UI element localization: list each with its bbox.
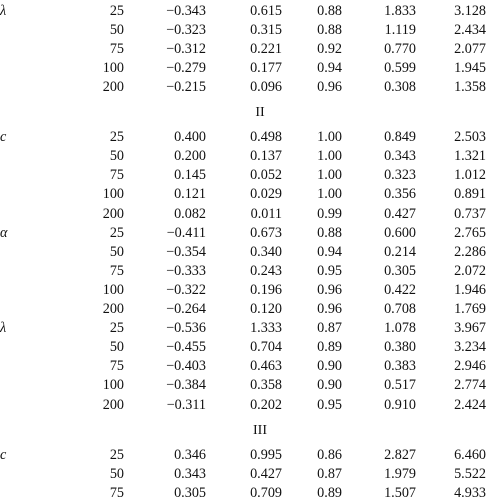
width-1-cell: 0.770 — [384, 40, 416, 57]
width-2-cell: 1.946 — [454, 281, 486, 298]
table-row — [0, 147, 486, 166]
width-1-cell: 0.214 — [384, 243, 416, 260]
table-row — [0, 396, 486, 415]
mse-cell: 0.358 — [250, 377, 282, 394]
width-1-cell: 2.827 — [384, 446, 416, 463]
width-2-cell: 1.945 — [454, 59, 486, 76]
table-row — [0, 21, 486, 40]
mse-cell: 0.221 — [250, 40, 282, 57]
table-row — [0, 185, 486, 204]
coverage-cell: 0.94 — [317, 243, 342, 260]
sample-size-cell: 50 — [109, 21, 124, 38]
bias-cell: −0.215 — [166, 78, 206, 95]
bias-cell: 0.346 — [174, 446, 206, 463]
sample-size-cell: 200 — [102, 78, 124, 95]
bias-cell: 0.145 — [174, 167, 206, 184]
bias-cell: −0.536 — [166, 320, 206, 337]
width-2-cell: 2.774 — [454, 377, 486, 394]
mse-cell: 0.340 — [250, 243, 282, 260]
sample-size-cell: 75 — [109, 262, 124, 279]
section-heading — [0, 421, 474, 440]
coverage-cell: 0.96 — [317, 281, 342, 298]
mse-cell: 1.333 — [250, 320, 282, 337]
coverage-cell: 0.96 — [317, 78, 342, 95]
sample-size-cell: 75 — [109, 484, 124, 501]
table-row — [0, 484, 486, 503]
width-2-cell: 6.460 — [454, 446, 486, 463]
parameter-label: c — [0, 129, 7, 146]
sample-size-cell: 25 — [109, 2, 124, 19]
table-row — [0, 224, 486, 243]
width-1-cell: 0.383 — [384, 358, 416, 375]
width-1-cell: 1.119 — [384, 21, 416, 38]
width-1-cell: 1.078 — [384, 320, 416, 337]
mse-cell: 0.029 — [250, 186, 282, 203]
mse-cell: 0.243 — [250, 262, 282, 279]
coverage-cell: 1.00 — [317, 148, 342, 165]
coverage-cell: 1.00 — [317, 186, 342, 203]
coverage-cell: 0.94 — [317, 59, 342, 76]
sample-size-cell: 100 — [102, 59, 124, 76]
coverage-cell: 0.89 — [317, 339, 342, 356]
parameter-label: λ — [0, 2, 7, 19]
width-2-cell: 4.933 — [454, 484, 486, 501]
sample-size-cell: 25 — [109, 224, 124, 241]
width-1-cell: 0.910 — [384, 396, 416, 413]
width-2-cell: 1.321 — [454, 148, 486, 165]
width-1-cell: 1.979 — [384, 465, 416, 482]
bias-cell: −0.312 — [166, 40, 206, 57]
mse-cell: 0.498 — [250, 129, 282, 146]
width-1-cell: 0.427 — [384, 205, 416, 222]
table-row — [0, 128, 486, 147]
width-1-cell: 1.507 — [384, 484, 416, 501]
width-1-cell: 0.517 — [384, 377, 416, 394]
width-1-cell: 0.356 — [384, 186, 416, 203]
table-row — [0, 357, 486, 376]
table-row — [0, 319, 486, 338]
bias-cell: −0.384 — [166, 377, 206, 394]
width-2-cell: 0.891 — [454, 186, 486, 203]
section-label: II — [255, 105, 265, 120]
width-1-cell: 0.305 — [384, 262, 416, 279]
width-1-cell: 0.599 — [384, 59, 416, 76]
width-1-cell: 0.323 — [384, 167, 416, 184]
sample-size-cell: 200 — [102, 396, 124, 413]
mse-cell: 0.709 — [250, 484, 282, 501]
table-row — [0, 40, 486, 59]
width-1-cell: 0.343 — [384, 148, 416, 165]
bias-cell: 0.343 — [174, 465, 206, 482]
sample-size-cell: 50 — [109, 339, 124, 356]
section-heading — [0, 103, 474, 122]
width-2-cell: 3.128 — [454, 2, 486, 19]
table-row — [0, 59, 486, 78]
sample-size-cell: 25 — [109, 320, 124, 337]
width-2-cell: 2.286 — [454, 243, 486, 260]
mse-cell: 0.673 — [250, 224, 282, 241]
bias-cell: −0.333 — [166, 262, 206, 279]
mse-cell: 0.315 — [250, 21, 282, 38]
bias-cell: −0.403 — [166, 358, 206, 375]
bias-cell: 0.305 — [174, 484, 206, 501]
bias-cell: −0.279 — [166, 59, 206, 76]
mse-cell: 0.615 — [250, 2, 282, 19]
coverage-cell: 0.87 — [317, 465, 342, 482]
bias-cell: 0.400 — [174, 129, 206, 146]
coverage-cell: 0.87 — [317, 320, 342, 337]
width-1-cell: 0.422 — [384, 281, 416, 298]
parameter-label: λ — [0, 320, 7, 337]
width-1-cell: 0.600 — [384, 224, 416, 241]
table-row — [0, 78, 486, 97]
width-2-cell: 1.358 — [454, 78, 486, 95]
sample-size-cell: 100 — [102, 281, 124, 298]
sample-size-cell: 75 — [109, 40, 124, 57]
mse-cell: 0.995 — [250, 446, 282, 463]
table-row — [0, 2, 486, 21]
sample-size-cell: 50 — [109, 148, 124, 165]
bias-cell: −0.411 — [166, 224, 206, 241]
coverage-cell: 0.86 — [317, 446, 342, 463]
width-1-cell: 0.308 — [384, 78, 416, 95]
width-2-cell: 2.503 — [454, 129, 486, 146]
mse-cell: 0.096 — [250, 78, 282, 95]
mse-cell: 0.137 — [250, 148, 282, 165]
width-2-cell: 0.737 — [454, 205, 486, 222]
mse-cell: 0.463 — [250, 358, 282, 375]
mse-cell: 0.177 — [250, 59, 282, 76]
bias-cell: −0.455 — [166, 339, 206, 356]
bias-cell: −0.343 — [166, 2, 206, 19]
width-2-cell: 5.522 — [454, 465, 486, 482]
section-label: III — [253, 422, 267, 438]
mse-cell: 0.202 — [250, 396, 282, 413]
coverage-cell: 0.90 — [317, 377, 342, 394]
width-1-cell: 0.708 — [384, 301, 416, 317]
bias-cell: 0.121 — [174, 186, 206, 203]
coverage-cell: 0.90 — [317, 358, 342, 375]
table-row — [0, 446, 486, 465]
width-2-cell: 2.072 — [454, 262, 486, 279]
bias-cell: −0.322 — [166, 281, 206, 298]
sample-size-cell: 100 — [102, 186, 124, 203]
sample-size-cell: 25 — [109, 129, 124, 146]
width-1-cell: 0.380 — [384, 339, 416, 356]
mse-cell: 0.196 — [250, 281, 282, 298]
parameter-label: α — [0, 224, 8, 241]
table-row — [0, 338, 486, 357]
sample-size-cell: 50 — [109, 243, 124, 260]
sample-size-cell: 100 — [102, 377, 124, 394]
table-row — [0, 376, 486, 395]
bias-cell: 0.082 — [174, 205, 206, 222]
width-2-cell: 2.077 — [454, 40, 486, 57]
bias-cell: −0.311 — [166, 396, 206, 413]
table-row — [0, 262, 486, 281]
coverage-cell: 0.89 — [317, 484, 342, 501]
width-2-cell: 3.234 — [454, 339, 486, 356]
table-row — [0, 243, 486, 262]
sample-size-cell: 50 — [109, 465, 124, 482]
bias-cell: −0.264 — [166, 301, 206, 317]
coverage-cell: 0.95 — [317, 262, 342, 279]
coverage-cell: 1.00 — [317, 167, 342, 184]
width-2-cell: 1.769 — [454, 301, 486, 317]
width-1-cell: 1.833 — [384, 2, 416, 19]
mse-cell: 0.011 — [250, 205, 282, 222]
table-row — [0, 465, 486, 484]
table-row — [0, 205, 486, 224]
bias-cell: −0.354 — [166, 243, 206, 260]
coverage-cell: 0.88 — [317, 2, 342, 19]
mse-cell: 0.704 — [250, 339, 282, 356]
table-row — [0, 300, 486, 319]
table-row — [0, 281, 486, 300]
width-2-cell: 1.012 — [454, 167, 486, 184]
sample-size-cell: 75 — [109, 358, 124, 375]
coverage-cell: 0.88 — [317, 21, 342, 38]
sample-size-cell: 75 — [109, 167, 124, 184]
mse-cell: 0.427 — [250, 465, 282, 482]
sample-size-cell: 200 — [102, 205, 124, 222]
coverage-cell: 0.99 — [317, 205, 342, 222]
coverage-cell: 0.92 — [317, 40, 342, 57]
coverage-cell: 0.95 — [317, 396, 342, 413]
width-2-cell: 2.765 — [454, 224, 486, 241]
mse-cell: 0.052 — [250, 167, 282, 184]
parameter-label: c — [0, 446, 7, 463]
sample-size-cell: 200 — [102, 301, 124, 317]
width-2-cell: 2.946 — [454, 358, 486, 375]
width-2-cell: 2.434 — [454, 21, 486, 38]
width-1-cell: 0.849 — [384, 129, 416, 146]
bias-cell: 0.200 — [174, 148, 206, 165]
mse-cell: 0.120 — [250, 301, 282, 317]
sample-size-cell: 25 — [109, 446, 124, 463]
coverage-cell: 1.00 — [317, 129, 342, 146]
coverage-cell: 0.96 — [317, 301, 342, 317]
coverage-cell: 0.88 — [317, 224, 342, 241]
width-2-cell: 3.967 — [454, 320, 486, 337]
table-row — [0, 166, 486, 185]
width-2-cell: 2.424 — [454, 396, 486, 413]
bias-cell: −0.323 — [166, 21, 206, 38]
